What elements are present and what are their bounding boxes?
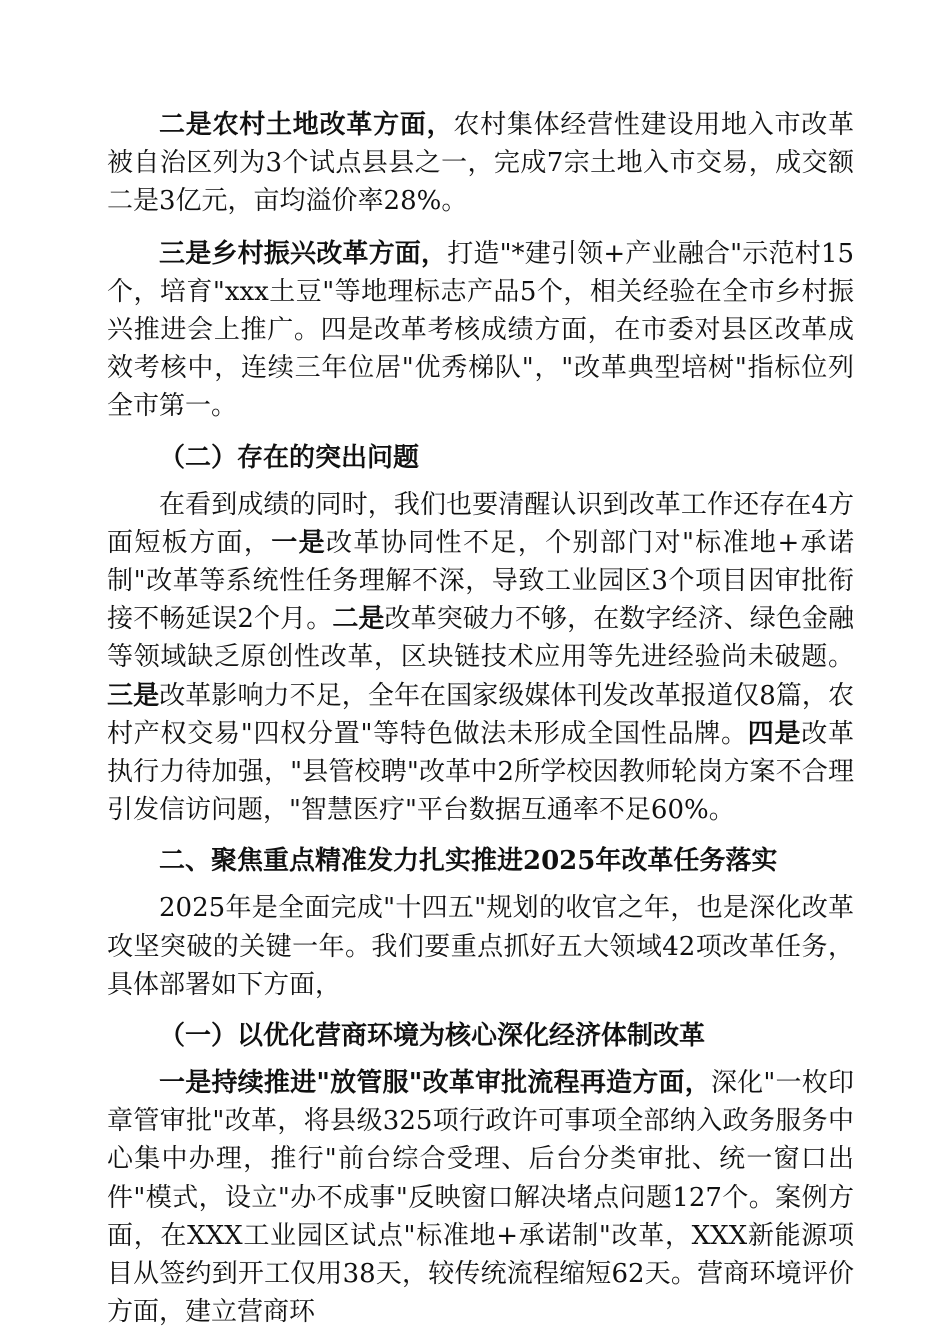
paragraph-rural-revitalization [107,235,854,426]
paragraph-text: 在看到成绩的同时，我们也要清醒认识到改革工作还存在4方面短板方面， [107,489,854,558]
paragraph-text: 改革执行力待加强，"县管校聘"改革中2所学校因教师轮岗方案不合理引发信访问题，"智慧医疗"平台数据互通率不足60%。 [107,718,854,826]
paragraph-lead: 三是乡村振兴改革方面， [159,238,448,269]
heading-existing-problems: （二）存在的突出问题 [159,442,420,473]
paragraph-lead: 二是农村土地改革方面， [159,110,454,140]
paragraph-land-reform [107,106,854,221]
paragraph-bold-marker: 一是 [271,527,327,558]
heading-business-environment: （一）以优化营商环境为核心深化经济体制改革 [159,1021,706,1052]
paragraph-lead: 一是持续推进"放管服"改革审批流程再造方面， [159,1068,711,1099]
paragraph-problems [107,486,854,830]
paragraph-approval-reform [107,1064,854,1331]
paragraph-text: 改革突破力不够，在数字经济、绿色金融等领域缺乏原创性改革，区块链技术应用等先进经验尚未破题。 [107,604,854,673]
paragraph-body: 打造"*建引领+产业融合"示范村15个，培育"xxx土豆"等地理标志产品5个，相关经验在全市乡村振兴推进会上推广。四是改革考核成绩方面，在市委对县区改革成效考核中，连续三年位居"优秀梯队"，"改革典型培树"指标位列全市第一。 [107,238,854,422]
paragraph-bold-marker: 三是 [107,680,160,711]
paragraph-text: 改革协同性不足，个别部门对"标准地+承诺制"改革等系统性任务理解不深，导致工业园区3个项目因审批衔接不畅延误2个月。 [107,527,854,635]
paragraph-text: 改革影响力不足，全年在国家级媒体刊发改革报道仅8篇，农村产权交易"四权分置"等特色做法未形成全国性品牌。 [107,680,854,749]
paragraph-bold-marker: 二是 [332,604,385,635]
paragraph-body: 深化"一枚印章管审批"改革，将县级325项行政许可事项全部纳入政务服务中心集中办理，推行"前台综合受理、后台分类审批、统一窗口出件"模式，设立"办不成事"反映窗口解决堵点问题127个。案例方面，在XXX工业园区试点"标准地+承诺制"改革，XXX新能源项目从签约到开工仅用38天，较传统流程缩短62天。营商环境评价方面，建立营商环 [107,1068,854,1328]
paragraph-body: 农村集体经营性建设用地入市改革被自治区列为3个试点县县之一，完成7宗土地入市交易，成交额二是3亿元，亩均溢价率28%。 [107,110,854,217]
paragraph-2025-overview: 2025年是全面完成"十四五"规划的收官之年，也是深化改革攻坚突破的关键一年。我们要重点抓好五大领域42项改革任务，具体部署如下方面， [107,893,854,1000]
paragraph-bold-marker: 四是 [747,718,802,749]
heading-section-two: 二、聚焦重点精准发力扎实推进2025年改革任务落实 [159,846,778,877]
